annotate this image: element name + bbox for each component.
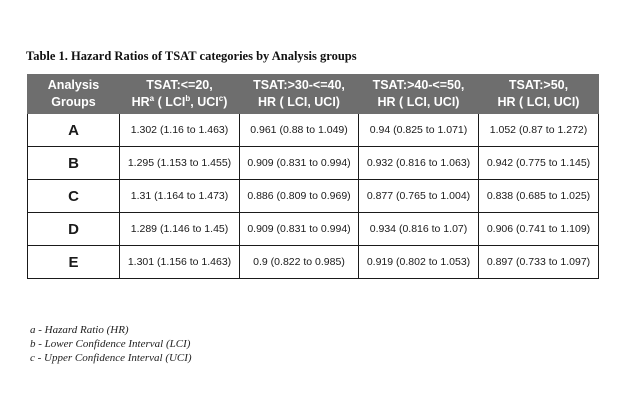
header-tsat-40-50: [359, 75, 479, 114]
hr-cell: 0.909 (0.831 to 0.994): [240, 147, 359, 180]
hr-cell: 0.934 (0.816 to 1.07): [359, 213, 479, 246]
hazard-ratio-table: [27, 74, 599, 279]
group-cell: B: [28, 147, 120, 180]
table-row: [28, 246, 599, 279]
group-cell: C: [28, 180, 120, 213]
hr-cell: 1.31 (1.164 to 1.473): [120, 180, 240, 213]
hr-cell: 1.302 (1.16 to 1.463): [120, 114, 240, 147]
table-row: [28, 180, 599, 213]
footnote: b - Lower Confidence Interval (LCI): [30, 338, 191, 350]
hr-cell: 1.052 (0.87 to 1.272): [479, 114, 599, 147]
header-line: Analysis: [47, 78, 100, 92]
group-cell: E: [28, 246, 120, 279]
hr-cell: 0.942 (0.775 to 1.145): [479, 147, 599, 180]
header-tsat-30-40: [240, 75, 359, 114]
hr-cell: 0.932 (0.816 to 1.063): [359, 147, 479, 180]
header-line: Groups: [51, 95, 96, 109]
hr-cell: 0.906 (0.741 to 1.109): [479, 213, 599, 246]
table-row: [28, 213, 599, 246]
table-row: [28, 147, 599, 180]
footnote: a - Hazard Ratio (HR): [30, 324, 129, 336]
footnote-marker: a: [149, 93, 155, 103]
hr-cell: 0.909 (0.831 to 0.994): [240, 213, 359, 246]
header-line: TSAT:>30-<=40,: [253, 78, 345, 92]
hr-cell: 0.9 (0.822 to 0.985): [240, 246, 359, 279]
header-line: TSAT:<=20,: [146, 78, 213, 92]
footnote-marker: c: [218, 93, 224, 103]
header-line: HR ( LCI, UCI): [258, 95, 340, 109]
hr-cell: 0.838 (0.685 to 1.025): [479, 180, 599, 213]
hr-cell: 1.295 (1.153 to 1.455): [120, 147, 240, 180]
hr-cell: 1.289 (1.146 to 1.45): [120, 213, 240, 246]
hr-cell: 0.961 (0.88 to 1.049): [240, 114, 359, 147]
footnote-marker: b: [185, 93, 191, 103]
footnotes: [30, 323, 192, 365]
header-text: ( LCI: [154, 95, 186, 109]
header-text: , UCI: [190, 95, 219, 109]
hr-cell: 0.919 (0.802 to 1.053): [359, 246, 479, 279]
footnote: c - Upper Confidence Interval (UCI): [30, 352, 192, 364]
header-text: HR: [131, 95, 150, 109]
table-row: [28, 114, 599, 147]
header-tsat-le-20: [120, 75, 240, 114]
header-tsat-gt-50: [479, 75, 599, 114]
group-cell: A: [28, 114, 120, 147]
hr-cell: 0.886 (0.809 to 0.969): [240, 180, 359, 213]
header-line: TSAT:>50,: [508, 78, 569, 92]
header-line: TSAT:>40-<=50,: [372, 78, 465, 92]
hr-cell: 1.301 (1.156 to 1.463): [120, 246, 240, 279]
hr-cell: 0.94 (0.825 to 1.071): [359, 114, 479, 147]
header-line: HR ( LCI, UCI): [377, 95, 460, 109]
table-caption: Table 1. Hazard Ratios of TSAT categories by Analysis groups: [26, 49, 357, 63]
header-line: HR ( LCI, UCI): [497, 95, 580, 109]
hr-cell: 0.897 (0.733 to 1.097): [479, 246, 599, 279]
group-cell: D: [28, 213, 120, 246]
table-header-row: [28, 75, 599, 114]
hr-cell: 0.877 (0.765 to 1.004): [359, 180, 479, 213]
header-text: ): [223, 95, 228, 109]
header-analysis-groups: [28, 75, 120, 114]
